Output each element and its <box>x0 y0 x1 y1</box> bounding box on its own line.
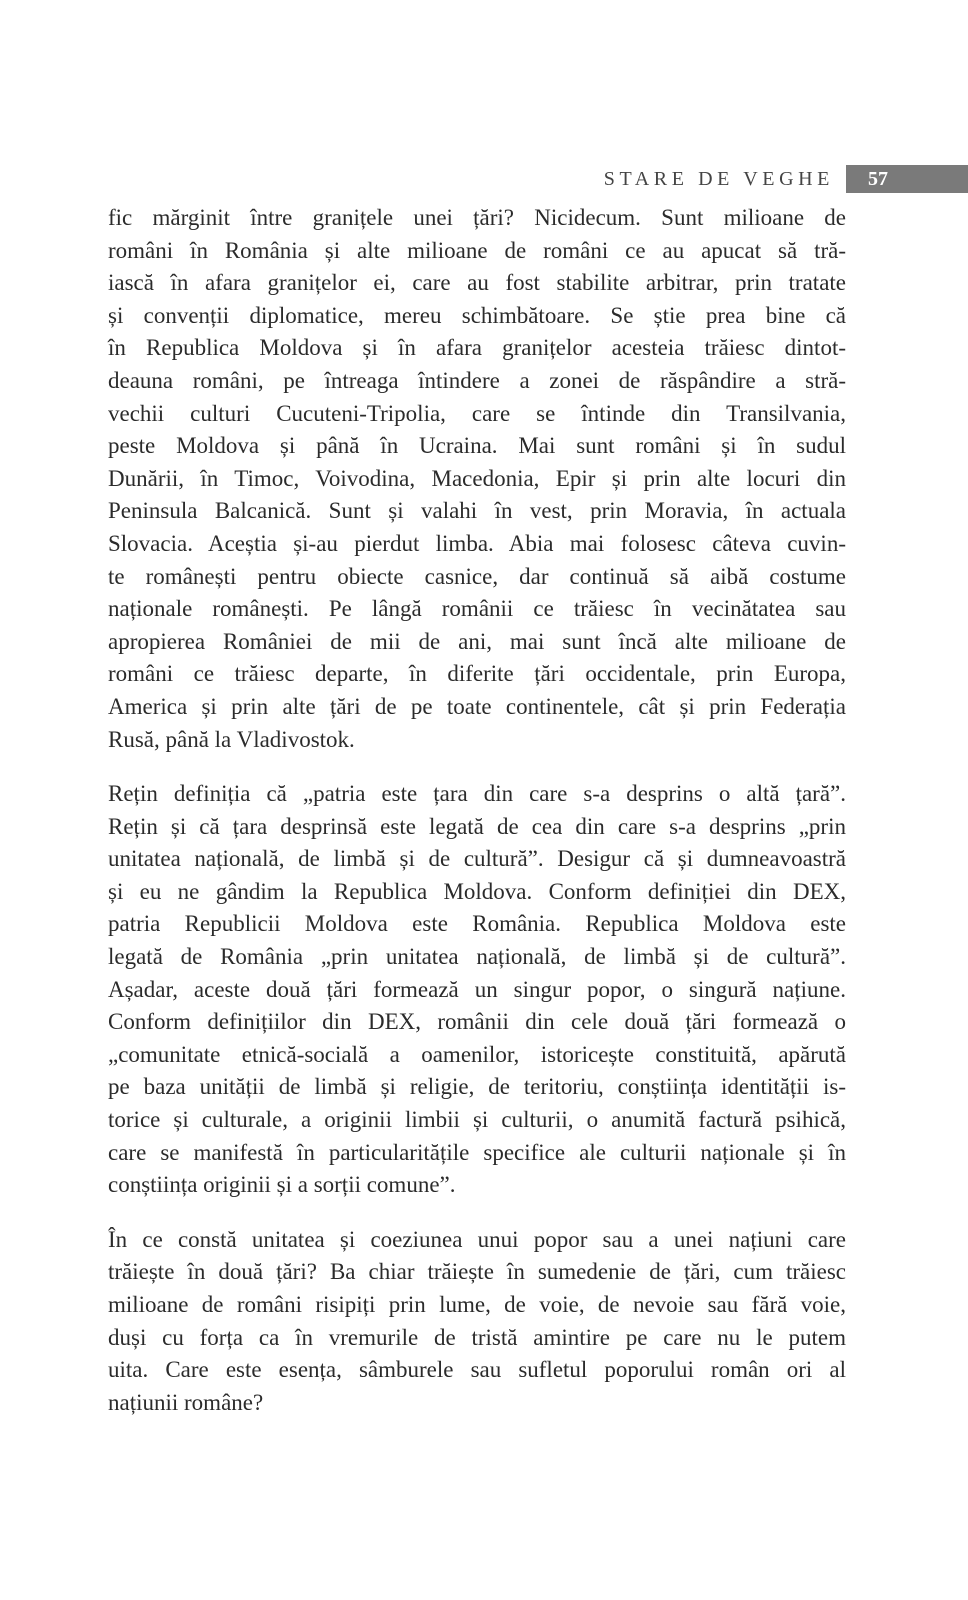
text-line: iască în afara granițelor ei, care au fost stabilite arbitrar, prin tratate <box>108 270 846 296</box>
text-line: trăiește în două țări? Ba chiar trăiește în sumedenie de țări, cum trăiesc <box>108 1259 846 1285</box>
paragraph-3 <box>108 1224 846 1420</box>
text-line: Dunării, în Timoc, Voivodina, Macedonia, Epir și prin alte locuri din <box>108 465 846 491</box>
text-line: naționale românești. Pe lângă românii ce trăiesc în vecinătatea sau <box>108 596 846 622</box>
body-text <box>108 202 846 1441</box>
text-line: te românești pentru obiecte casnice, dar continuă să aibă costume <box>108 563 846 589</box>
text-line: pe baza unității de limbă și religie, de teritoriu, conștiința identității is- <box>108 1074 846 1100</box>
text-line: „comunitate etnică-socială a oamenilor, istoricește constituită, apărută <box>108 1041 846 1067</box>
text-line: Rusă, până la Vladivostok. <box>108 726 355 752</box>
text-line: vechii culturi Cucuteni-Tripolia, care se întinde din Transilvania, <box>108 400 846 426</box>
text-line: români în România și alte milioane de români ce au apucat să tră- <box>108 237 846 263</box>
page-number: 57 <box>846 165 968 193</box>
text-line: unitatea națională, de limbă și de cultură”. Desigur că și dumneavoastră <box>108 846 846 872</box>
paragraph-1 <box>108 202 846 756</box>
text-line: Rețin definiția că „patria este țara din care s-a desprins o altă țară”. <box>108 781 846 807</box>
text-line: și convenții diplomatice, mereu schimbătoare. Se știe prea bine că <box>108 302 846 328</box>
text-line: peste Moldova și până în Ucraina. Mai sunt români și în sudul <box>108 433 846 459</box>
text-line: milioane de români risipiți prin lume, de voie, de nevoie sau fără voie, <box>108 1292 846 1317</box>
text-line: torice și culturale, a originii limbii și culturii, o anumită factură psihică, <box>108 1107 846 1133</box>
text-line: și eu ne gândim la Republica Moldova. Conform definiției din DEX, <box>108 878 846 904</box>
text-line: care se manifestă în particularitățile specifice ale culturii naționale și în <box>108 1139 846 1165</box>
text-line: Conform definițiilor din DEX, românii din cele două țări formează o <box>108 1009 846 1035</box>
text-line: Peninsula Balcanică. Sunt și valahi în vest, prin Moravia, în actuala <box>108 498 846 524</box>
text-line: deauna români, pe întreaga întindere a zonei de răspândire a stră- <box>108 367 846 393</box>
text-line: apropierea României de mii de ani, mai sunt încă alte milioane de <box>108 628 846 654</box>
text-line: În ce constă unitatea și coeziunea unui popor sau a unei națiuni care <box>108 1226 846 1252</box>
text-line: legată de România „prin unitatea națională, de limbă și de cultură”. <box>108 944 846 970</box>
running-header <box>604 165 968 193</box>
text-line: fic mărginit între granițele unei țări? Nicidecum. Sunt milioane de <box>108 205 846 230</box>
text-line: uita. Care este esența, sâmburele sau sufletul poporului român ori al <box>108 1357 846 1383</box>
text-line: patria Republicii Moldova este România. Republica Moldova este <box>108 911 846 937</box>
text-line: America și prin alte țări de pe toate continentele, cât și prin Federația <box>108 693 846 719</box>
text-line: în Republica Moldova și în afara granițelor acesteia trăiesc dintot- <box>108 335 846 361</box>
text-line: duși cu forța ca în vremurile de tristă amintire pe care nu le putem <box>108 1324 846 1350</box>
text-line: Rețin și că țara desprinsă este legată de cea din care s-a desprins „prin <box>108 813 846 839</box>
text-line: Slovacia. Aceștia și-au pierdut limba. Abia mai folosesc câteva cuvin- <box>108 530 846 556</box>
text-line: Așadar, aceste două țări formează un singur popor, o singură națiune. <box>108 976 846 1002</box>
text-line: națiunii române? <box>108 1389 264 1415</box>
running-title: STARE DE VEGHE <box>603 168 834 190</box>
text-line: conștiința originii și a sorții comune”. <box>108 1172 456 1198</box>
text-line: români ce trăiesc departe, în diferite țări occidentale, prin Europa, <box>108 661 846 687</box>
paragraph-2 <box>108 778 846 1202</box>
